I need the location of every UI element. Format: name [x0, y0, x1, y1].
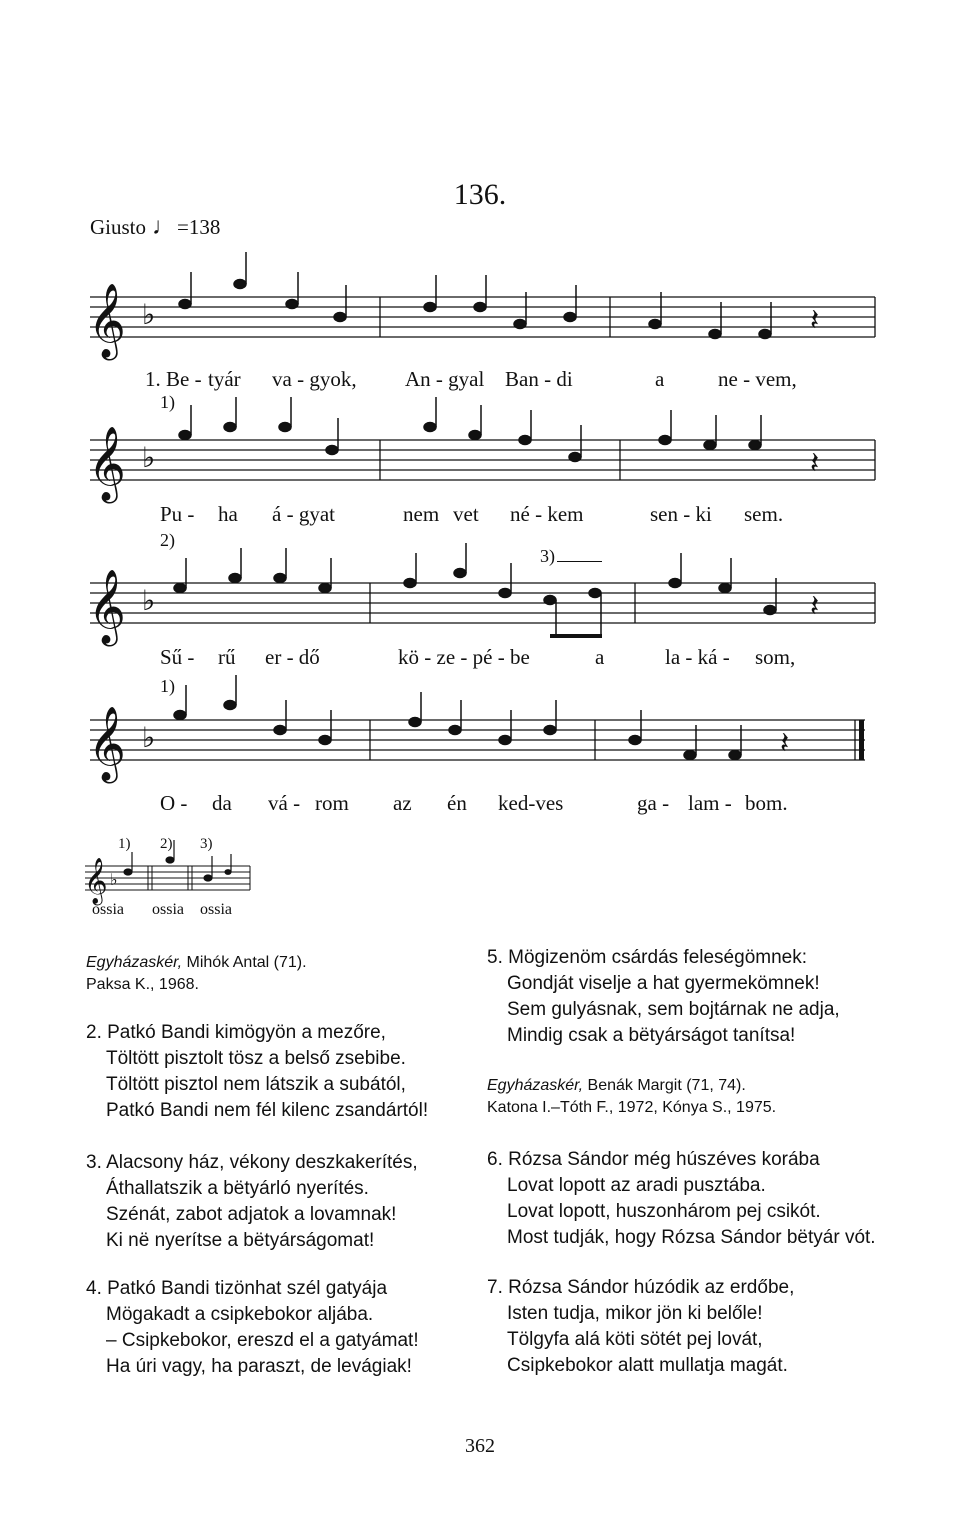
- source-place: Egyházaskér,: [86, 954, 183, 971]
- variant-mark-label: 3): [540, 546, 555, 566]
- lyric-syllable: la - ká -: [665, 645, 730, 669]
- ossia-mark: 2): [160, 836, 173, 852]
- verse-line: 5. Mögizenöm csárdás feleségömnek:: [487, 947, 807, 968]
- lyric-syllable: er - dő: [265, 645, 320, 669]
- verse-4: [86, 1276, 486, 1380]
- lyric-syllable: da: [212, 791, 232, 815]
- quarter-rest-icon: 𝄽: [810, 447, 820, 480]
- verse-line: Lovat lopott, huszonhárom pej csikót.: [507, 1201, 821, 1222]
- variant-mark: 2): [160, 530, 175, 550]
- lyric-syllable: né - kem: [510, 502, 584, 526]
- verse-line: 3. Alacsony ház, vékony deszkakerítés,: [86, 1152, 418, 1173]
- verse-line: Csipkebokor alatt mullatja magát.: [507, 1355, 788, 1376]
- staff-line-3: [80, 548, 880, 643]
- staff-1-notation: [80, 262, 880, 357]
- staff-2-notation: [80, 405, 880, 500]
- lyric-syllable: tyár: [208, 367, 241, 391]
- lyric-syllable: va - gyok,: [272, 367, 357, 391]
- verse-2: [86, 1020, 486, 1124]
- flat-icon: ♭: [142, 300, 156, 331]
- ossia-mark: 1): [118, 836, 131, 852]
- variant-mark: 1): [160, 676, 175, 696]
- staff-line-2: [80, 405, 880, 500]
- flat-icon: ♭: [110, 872, 118, 889]
- treble-clef-icon: 𝄞: [88, 571, 126, 642]
- lyric-syllable: ked-ves: [498, 791, 564, 815]
- source-note-2: [487, 1075, 927, 1119]
- lyric-syllable: vá -: [268, 791, 301, 815]
- tempo-marking: [90, 214, 220, 241]
- verse-line: Lovat lopott az aradi pusztába.: [507, 1175, 766, 1196]
- lyric-syllable: rű: [218, 645, 236, 669]
- quarter-rest-icon: 𝄽: [810, 304, 820, 337]
- source-singer: Benák Margit (71, 74).: [587, 1077, 746, 1094]
- lyric-syllable: ne - vem,: [718, 367, 797, 391]
- variant-mark: 1): [160, 392, 175, 412]
- lyric-syllable: én: [447, 791, 467, 815]
- ossia-notation: [80, 838, 255, 908]
- verse-line: Gondját viselje a hat gyermekömnek!: [507, 973, 820, 994]
- verse-line: 4. Patkó Bandi tizönhat szél gatyája: [86, 1278, 388, 1299]
- verse-line: 7. Rózsa Sándor húzódik az erdőbe,: [487, 1277, 795, 1298]
- flat-icon: ♭: [142, 443, 156, 474]
- verse-line: Ha úri vagy, ha paraszt, de levágiak!: [106, 1356, 412, 1377]
- lyric-syllable: som,: [755, 645, 796, 669]
- staff-4-notation: [80, 690, 880, 785]
- source-collector: Paksa K., 1968.: [86, 976, 199, 993]
- verse-line: Patkó Bandi nem fél kilenc zsandártól!: [106, 1100, 429, 1121]
- quarter-rest-icon: 𝄽: [810, 590, 820, 623]
- page-number: 362: [465, 1435, 495, 1457]
- source-place: Egyházaskér,: [487, 1077, 584, 1094]
- treble-clef-icon: 𝄞: [88, 285, 126, 356]
- verse-line: Isten tudja, mikor jön ki belőle!: [507, 1303, 763, 1324]
- treble-clef-icon: 𝄞: [88, 708, 126, 779]
- verse-line: Mindig csak a bëtyárságot tanítsa!: [507, 1025, 796, 1046]
- lyric-syllable: ha: [218, 502, 238, 526]
- lyric-syllable: bom.: [745, 791, 788, 815]
- verse-line: Sem gulyásnak, sem bojtárnak ne adja,: [507, 999, 840, 1020]
- lyric-syllable: a: [655, 367, 665, 391]
- lyric-syllable: az: [393, 791, 412, 815]
- source-singer: Mihók Antal (71).: [186, 954, 307, 971]
- lyric-syllable: kö - ze - pé - be: [398, 645, 530, 669]
- lyric-syllable: 1. Be -: [145, 367, 202, 391]
- tempo-value: =138: [177, 215, 221, 239]
- tempo-word: Giusto: [90, 215, 147, 239]
- ossia-label: ossia: [92, 901, 124, 918]
- lyric-syllable: O -: [160, 791, 188, 815]
- treble-clef-icon: 𝄞: [84, 858, 108, 903]
- lyric-syllable: sem.: [744, 502, 784, 526]
- quarter-note-icon: ♩: [152, 214, 177, 240]
- verse-5: [487, 945, 927, 1049]
- lyric-syllable: Sű -: [160, 645, 195, 669]
- verse-line: Töltött pisztol nem látszik a subától,: [106, 1074, 406, 1095]
- flat-icon: ♭: [142, 723, 156, 754]
- final-barline: [859, 720, 864, 760]
- lyric-syllable: Pu -: [160, 502, 195, 526]
- lyric-syllable: nem: [403, 502, 440, 526]
- verse-line: Áthallatszik a bëtyárló nyerítés.: [106, 1178, 369, 1199]
- staff-line-1: [80, 262, 880, 357]
- verse-line: 6. Rózsa Sándor még húszéves korába: [487, 1149, 820, 1170]
- ossia-mark: 3): [200, 836, 213, 852]
- source-collector: Katona I.–Tóth F., 1972, Kónya S., 1975.: [487, 1099, 777, 1116]
- lyric-syllable: An - gyal: [405, 367, 485, 391]
- lyric-syllable: vet: [453, 502, 479, 526]
- song-number: 136.: [453, 178, 507, 211]
- verse-3: [86, 1150, 486, 1254]
- verse-line: Mögakadt a csipkebokor aljába.: [106, 1304, 374, 1325]
- lyric-syllable: lam -: [688, 791, 732, 815]
- verse-line: Tölgyfa alá köti sötét pej lovát,: [507, 1329, 763, 1350]
- staff-3-notation: [80, 548, 880, 643]
- quarter-rest-icon: 𝄽: [780, 727, 790, 760]
- verse-line: Most tudják, hogy Rózsa Sándor bëtyár vót.: [507, 1227, 876, 1248]
- source-note-1: [86, 952, 466, 996]
- verse-7: [487, 1275, 927, 1379]
- verse-line: Töltött pisztolt tösz a belső zsebibe.: [106, 1048, 406, 1069]
- lyric-syllable: á - gyat: [272, 502, 335, 526]
- lyric-syllable: Ban - di: [505, 367, 573, 391]
- lyric-syllable: ga -: [637, 791, 670, 815]
- lyric-syllable: sen - ki: [650, 502, 712, 526]
- treble-clef-icon: 𝄞: [88, 428, 126, 499]
- verse-line: 2. Patkó Bandi kimögyön a mezőre,: [86, 1022, 386, 1043]
- lyric-syllable: a: [595, 645, 605, 669]
- verse-line: Ki në nyerítse a bëtyárságomat!: [106, 1230, 375, 1251]
- flat-icon: ♭: [142, 586, 156, 617]
- ossia-label: ossia: [200, 901, 232, 918]
- verse-6: [487, 1147, 927, 1251]
- verse-line: – Csipkebokor, ereszd el a gatyámat!: [106, 1330, 419, 1351]
- verse-line: Szénát, zabot adjatok a lovamnak!: [106, 1204, 397, 1225]
- ossia-label: ossia: [152, 901, 184, 918]
- lyric-syllable: rom: [315, 791, 349, 815]
- staff-line-4: [80, 690, 880, 785]
